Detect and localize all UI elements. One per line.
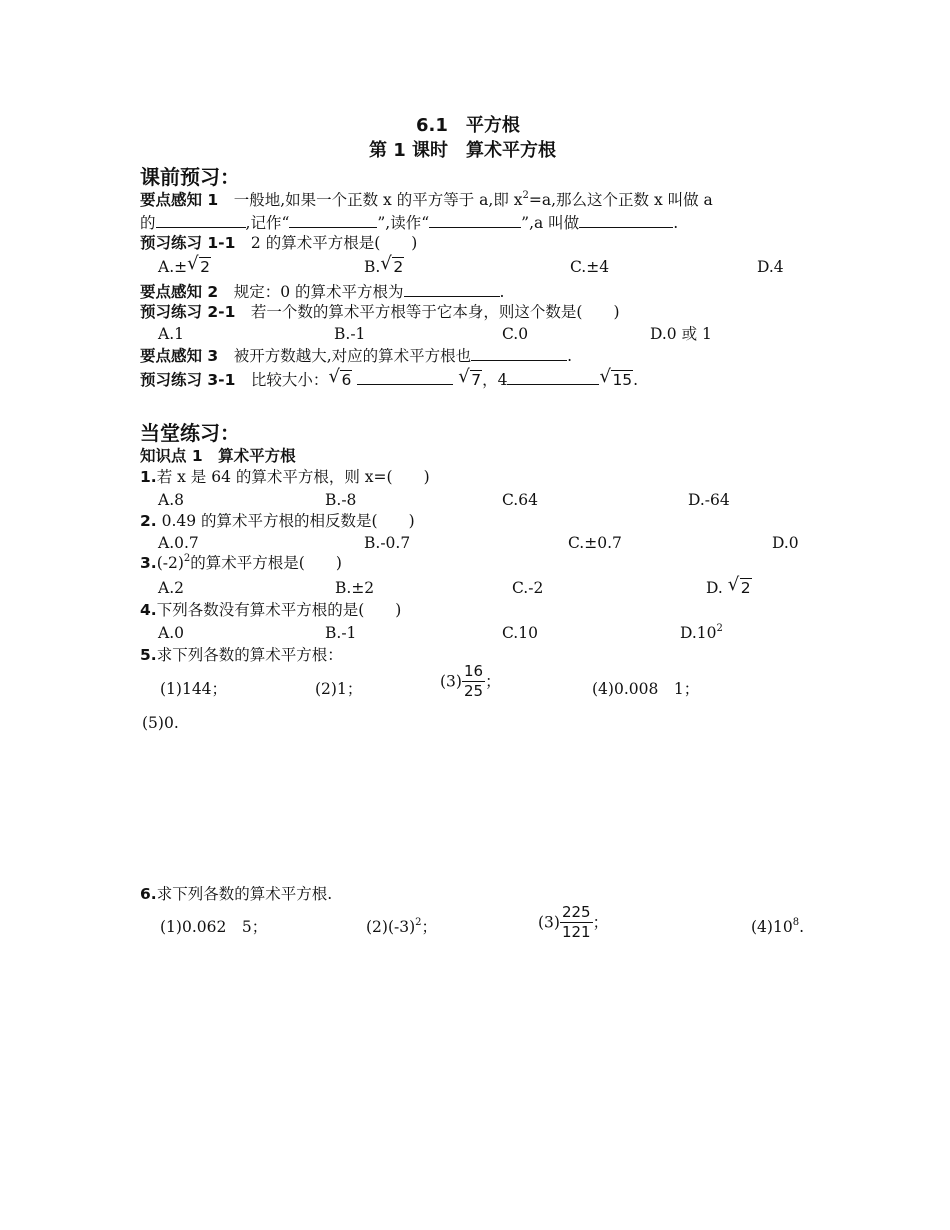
knowledge-point-1: 知识点 1 算术平方根 xyxy=(140,447,296,465)
q5-item-4: (4)0.008 1； xyxy=(592,680,700,698)
q2-option-b[interactable]: B.-0.7 xyxy=(364,534,411,552)
blank-1[interactable] xyxy=(156,212,246,228)
blank-7[interactable] xyxy=(357,369,453,385)
key-point-1-text-b: =a,那么这个正数 x 叫做 a xyxy=(528,191,713,209)
question-3: $3.(-2)^2$的算术平方根是( ) xyxy=(140,553,342,572)
kp1-line2-c: ”,读作“ xyxy=(377,214,430,232)
q4-option-a[interactable]: A.0 xyxy=(158,624,184,642)
q3-option-a[interactable]: A.2 xyxy=(158,579,184,597)
q2-option-a[interactable]: A.0.7 xyxy=(158,534,199,552)
q5-item-3: (3) $\frac{16}{25}$ ； xyxy=(440,662,501,700)
q4-option-d[interactable]: $D.10^2$ xyxy=(680,623,723,642)
exercise-2-1-option-b[interactable]: B.-1 xyxy=(334,325,366,343)
q1-option-b[interactable]: B.-8 xyxy=(325,491,357,509)
exercise-2-1-option-d[interactable]: D.0 或 1 xyxy=(650,325,712,343)
exercise-2-1-text: 若一个数的算术平方根等于它本身，则这个数是( ) xyxy=(250,303,620,321)
q6-item-1: (1)0.062 5； xyxy=(160,918,268,936)
class-practice-heading: 当堂练习： xyxy=(140,421,240,445)
question-6: 6.求下列各数的算术平方根. xyxy=(140,885,333,903)
blank-2[interactable] xyxy=(289,212,377,228)
question-1: 1.若 x 是 64 的算术平方根，则 x=( ) xyxy=(140,468,430,486)
blank-3[interactable] xyxy=(429,212,521,228)
exercise-1-1-label: 预习练习 1-1 xyxy=(140,234,236,252)
q3-option-b[interactable]: B.±2 xyxy=(335,579,375,597)
key-point-3-label: 要点感知 3 xyxy=(140,347,219,365)
q2-option-c[interactable]: C.±0.7 xyxy=(568,534,622,552)
exercise-3-1-label: 预习练习 3-1 xyxy=(140,371,236,389)
blank-4[interactable] xyxy=(579,212,673,228)
key-point-1 xyxy=(140,190,713,210)
q1-option-c[interactable]: C.64 xyxy=(502,491,538,509)
page-subtitle: 第 1 课时 算术平方根 xyxy=(369,140,557,161)
kp1-line2-e: . xyxy=(673,214,679,232)
kp1-line2-b: ,记作“ xyxy=(245,214,290,232)
key-point-2-text: 规定：0 的算术平方根为 xyxy=(233,283,404,301)
exercise-1-1-option-a[interactable]: A.± √ 2 xyxy=(158,253,210,276)
q3-option-d[interactable]: D. √ 2 xyxy=(706,574,751,597)
blank-8[interactable] xyxy=(507,369,599,385)
key-point-3-text: 被开方数越大,对应的算术平方根也 xyxy=(233,347,472,365)
question-5: 5.求下列各数的算术平方根： xyxy=(140,646,343,664)
q1-option-a[interactable]: A.8 xyxy=(158,491,184,509)
exercise-2-1-option-a[interactable]: A.1 xyxy=(158,325,184,343)
q5-item-2: (2)1； xyxy=(315,680,363,698)
key-point-2-label: 要点感知 2 xyxy=(140,283,219,301)
page-title: 6.1 平方根 xyxy=(416,115,520,136)
exercise-1-1-text: 2 的算术平方根是( ) xyxy=(250,234,418,252)
q6-item-3: (3) $\frac{225}{121}$ ； xyxy=(538,903,609,941)
key-point-1-text-a: 一般地,如果一个正数 x 的平方等于 a,即 x xyxy=(233,191,523,209)
q3-option-c[interactable]: C.-2 xyxy=(512,579,544,597)
q6-item-4: $(4)10^8$. xyxy=(751,917,804,936)
exercise-1-1-option-d[interactable]: D.4 xyxy=(757,258,784,276)
q5-fraction: $\frac{16}{25}$ xyxy=(463,662,484,700)
key-point-1-line2 xyxy=(140,212,678,233)
kp1-line2-a: 的 xyxy=(140,214,156,232)
key-point-3: 要点感知 3 被开方数越大,对应的算术平方根也 . xyxy=(140,347,573,365)
exercise-2-1-option-c[interactable]: C.0 xyxy=(502,325,529,343)
q6-item-2: $(2)(-3)^2$； xyxy=(366,917,438,936)
q1-option-d[interactable]: D.-64 xyxy=(688,491,730,509)
key-point-1-sup: 2 xyxy=(522,190,529,201)
question-2: 2. 0.49 的算术平方根的相反数是( ) xyxy=(140,512,415,530)
key-point-2: 要点感知 2 规定：0 的算术平方根为 . xyxy=(140,283,505,301)
kp1-line2-d: ”,a 叫做 xyxy=(521,214,580,232)
key-point-1-label: 要点感知 1 xyxy=(140,191,219,209)
q5-item-1: (1)144； xyxy=(160,680,228,698)
q5-item-5: (5)0. xyxy=(142,714,179,732)
blank-5[interactable] xyxy=(404,281,500,297)
q6-fraction: $\frac{225}{121}$ xyxy=(561,903,591,941)
exercise-2-1 xyxy=(140,302,620,322)
exercise-1-1-option-b[interactable]: B. √ 2 xyxy=(364,253,404,276)
exercise-2-1-label: 预习练习 2-1 xyxy=(140,303,236,321)
exercise-1-1-option-c[interactable]: C.±4 xyxy=(570,258,610,276)
exercise-3-1-text: 比较大小： xyxy=(250,371,329,389)
question-4: 4.下列各数没有算术平方根的是( ) xyxy=(140,601,402,619)
exercise-3-1: 预习练习 3-1 比较大小： √ 6 √ 7，4 √ 15. xyxy=(140,366,639,389)
blank-6[interactable] xyxy=(471,345,567,361)
q4-option-c[interactable]: C.10 xyxy=(502,624,538,642)
preview-heading: 课前预习： xyxy=(140,165,240,189)
q4-option-b[interactable]: B.-1 xyxy=(325,624,357,642)
exercise-1-1 xyxy=(140,233,417,253)
q2-option-d[interactable]: D.0 xyxy=(772,534,799,552)
